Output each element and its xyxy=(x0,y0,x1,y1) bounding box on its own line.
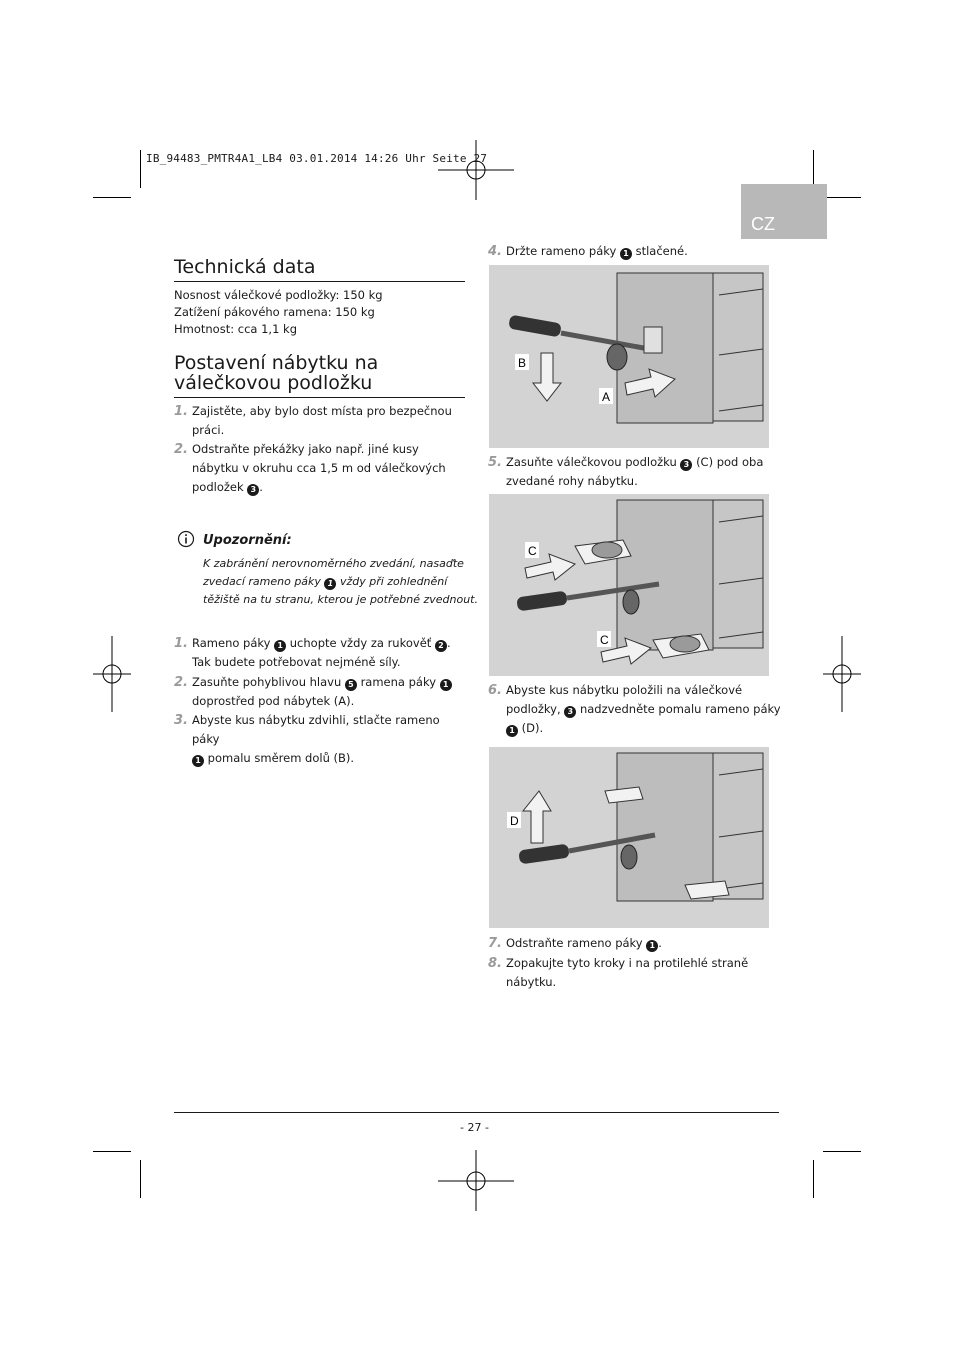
heading-rule xyxy=(174,397,465,398)
circled-number-icon: 1 xyxy=(440,679,452,691)
label-a: A xyxy=(602,390,611,404)
label-b: B xyxy=(518,356,527,370)
label-c: C xyxy=(600,633,609,647)
figure-lever-push xyxy=(489,265,769,448)
circled-number-icon: 2 xyxy=(435,640,447,652)
circled-number-icon: 1 xyxy=(192,755,204,767)
heading-rule xyxy=(174,281,465,282)
language-tab xyxy=(741,184,827,239)
circled-number-icon: 1 xyxy=(646,940,658,952)
tech-heading: Technická data xyxy=(174,256,316,278)
figure-lever-lift xyxy=(489,747,769,928)
info-icon xyxy=(177,530,195,548)
tech-specs xyxy=(174,287,383,338)
label-c: C xyxy=(528,544,537,558)
circled-number-icon: 1 xyxy=(620,248,632,260)
footer-rule xyxy=(174,1112,779,1113)
circled-number-icon: 3 xyxy=(247,484,259,496)
page-number: - 27 - xyxy=(460,1121,489,1134)
circled-number-icon: 5 xyxy=(345,679,357,691)
figure-roller-insert xyxy=(489,494,769,676)
label-d: D xyxy=(510,814,519,828)
circled-number-icon: 1 xyxy=(506,725,518,737)
circled-number-icon: 1 xyxy=(274,640,286,652)
circled-number-icon: 3 xyxy=(564,706,576,718)
circled-number-icon: 3 xyxy=(680,459,692,471)
placement-heading: Postavení nábytku na válečkovou podložku xyxy=(174,352,379,394)
note-body: K zabránění nerovnoměrného zvedání, nasaďte zvedací rameno páky 1 vždy při zohlednění těžiště na tu stranu, kterou je potřebné zvednout. xyxy=(203,557,478,606)
spec-line: Nosnost válečkové podložky: 150 kg xyxy=(174,288,383,302)
note-title: Upozornění: xyxy=(203,533,292,548)
spec-line: Zatížení pákového ramena: 150 kg xyxy=(174,305,375,319)
circled-number-icon: 1 xyxy=(324,578,336,590)
spec-line: Hmotnost: cca 1,1 kg xyxy=(174,322,298,336)
language-code: CZ xyxy=(751,214,775,234)
print-slug: IB_94483_PMTR4A1_LB4 03.01.2014 14:26 Uhr Seite 27 xyxy=(146,152,488,165)
